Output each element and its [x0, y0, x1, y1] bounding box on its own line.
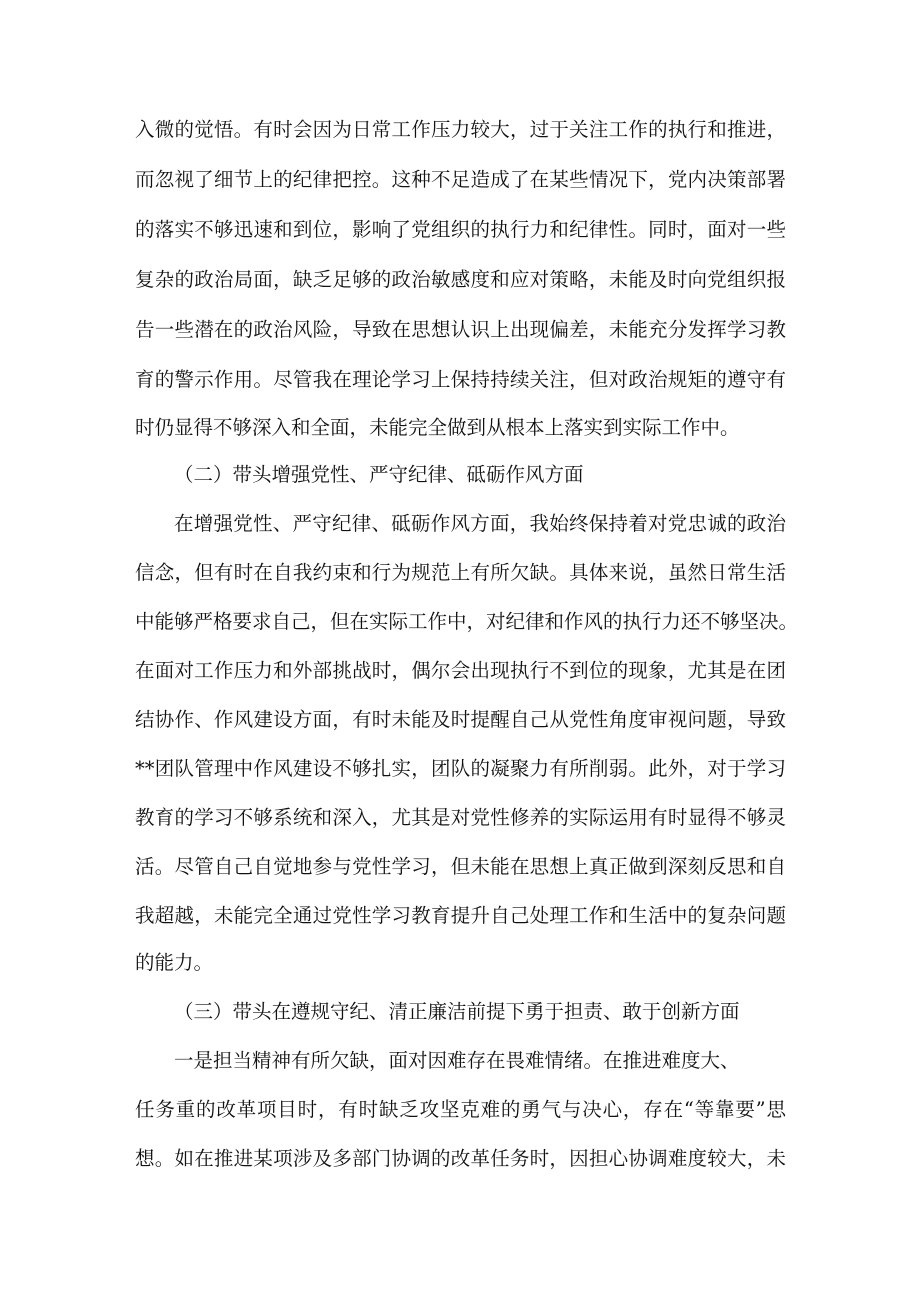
text-line: 而忽视了细节上的纪律把控。这种不足造成了在某些情况下，党内决策部署: [135, 168, 786, 191]
section-heading: （三）带头在遵规守纪、清正廉洁前提下勇于担责、敢于创新方面: [174, 1000, 740, 1023]
text-line: 的能力。: [135, 951, 214, 974]
text-line: 活。尽管自己自觉地参与党性学习，但未能在思想上真正做到深刻反思和自: [135, 855, 786, 878]
text-line: 育的警示作用。尽管我在理论学习上保持持续关注，但对政治规矩的遵守有: [135, 368, 786, 391]
text-line: 入微的觉悟。有时会因为日常工作压力较大，过于关注工作的执行和推进，: [135, 118, 786, 141]
text-line: 在面对工作压力和外部挑战时，偶尔会出现执行不到位的现象，尤其是在团: [135, 659, 786, 682]
text-line: 教育的学习不够系统和深入，尤其是对党性修养的实际运用有时显得不够灵: [135, 806, 786, 829]
text-line: **团队管理中作风建设不够扎实，团队的凝聚力有所削弱。此外，对于学习: [135, 757, 786, 780]
text-line: 时仍显得不够深入和全面，未能完全做到从根本上落实到实际工作中。: [135, 416, 740, 439]
section-heading: （二）带头增强党性、严守纪律、砥砺作风方面: [174, 463, 584, 486]
text-line: 在增强党性、严守纪律、砥砺作风方面，我始终保持着对党忠诚的政治: [174, 512, 786, 535]
text-line: 信念，但有时在自我约束和行为规范上有所欠缺。具体来说，虽然日常生活: [135, 561, 786, 584]
text-line: 结协作、作风建设方面，有时未能及时提醒自己从党性角度审视问题，导致: [135, 708, 786, 731]
text-line: 复杂的政治局面，缺乏足够的政治敏感度和应对策略，未能及时向党组织报: [135, 268, 786, 291]
text-line: 我超越，未能完全通过党性学习教育提升自己处理工作和生活中的复杂问题: [135, 904, 786, 927]
text-line: 中能够严格要求自己，但在实际工作中，对纪律和作风的执行力还不够坚决。: [135, 610, 799, 633]
text-line: 任务重的改革项目时，有时缺乏攻坚克难的勇气与决心，存在“等靠要”思: [135, 1098, 786, 1121]
text-line: 告一些潜在的政治风险，导致在思想认识上出现偏差，未能充分发挥学习教: [135, 318, 786, 341]
text-line: 想。如在推进某项涉及多部门协调的改革任务时，因担心协调难度较大，未: [135, 1147, 786, 1170]
text-line: 一是担当精神有所欠缺，面对因难存在畏难情绪。在推进难度大、: [174, 1049, 740, 1072]
text-line: 的落实不够迅速和到位，影响了党组织的执行力和纪律性。同时，面对一些: [135, 218, 786, 241]
